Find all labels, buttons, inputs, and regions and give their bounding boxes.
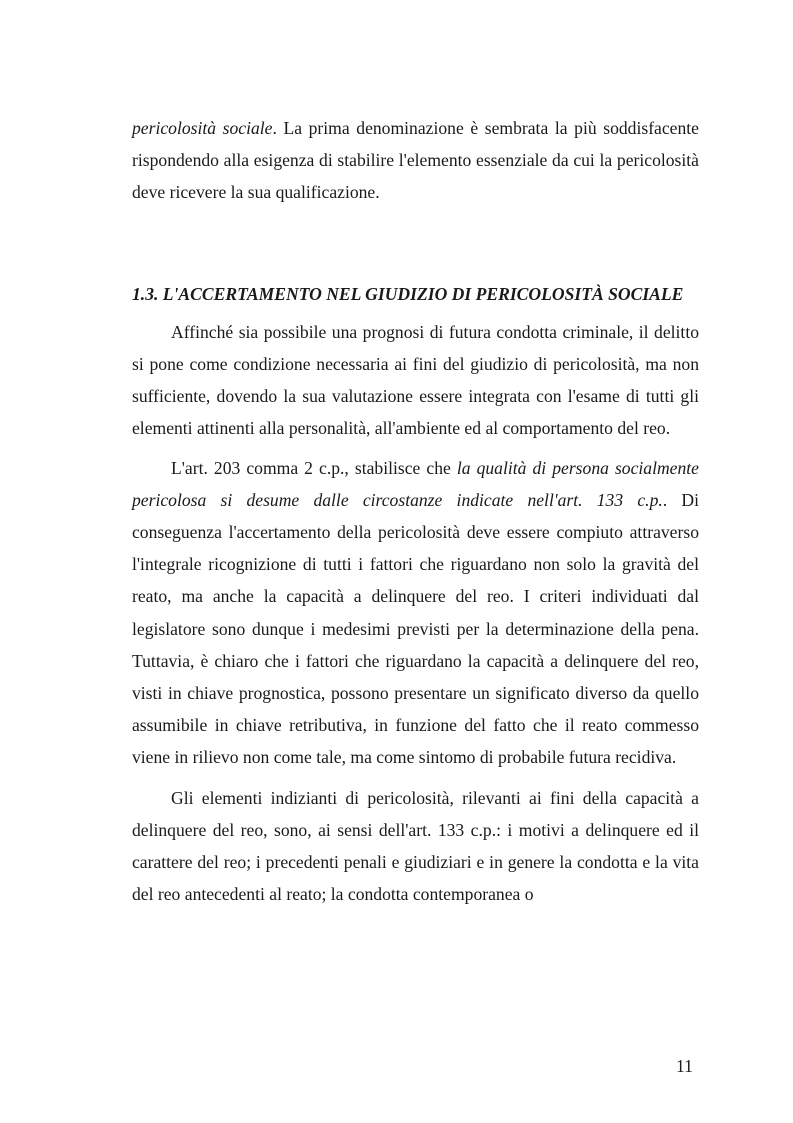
paragraph-3-start: L'art. 203 comma 2 c.p., stabilisce che bbox=[171, 457, 457, 478]
page-number: 11 bbox=[676, 1056, 693, 1076]
paragraph-1-italic: pericolosità sociale bbox=[132, 118, 273, 138]
section-heading-text: 1.3. L'ACCERTAMENTO NEL GIUDIZIO DI PERICOLOSITÀ SOCIALE bbox=[132, 283, 684, 304]
section-heading bbox=[132, 278, 699, 310]
paragraph-4: Gli elementi indizianti di pericolosità, rilevanti ai fini della capacità a delinquere del reo, sono, ai sensi dell'art. 133 c.p.: i motivi a delinquere ed il carattere del reo; i precedenti penali e giudiziari e in genere la condotta e la vita del reo antecedenti al reato; la condotta contemporanea o bbox=[132, 787, 699, 905]
paragraph-1 bbox=[132, 112, 699, 209]
page-body bbox=[132, 112, 699, 910]
paragraph-1-text: . La prima denominazione è sembrata la più soddisfacente rispondendo alla esigenza di stabilire l'elemento essenziale da cui la pericolosità deve ricevere la sua qualificazione. bbox=[132, 118, 699, 203]
paragraph-3 bbox=[132, 452, 699, 774]
paragraph-3-quote: la qualità di persona socialmente pericolosa si desume dalle circostanze indicate nell'art. 133 c.p. bbox=[132, 457, 699, 510]
paragraph-2: Affinché sia possibile una prognosi di futura condotta criminale, il delitto si pone come condizione necessaria ai fini del giudizio di pericolosità, ma non sufficiente, dovendo la sua valutazione essere integrata con l'esame di tutti gli elementi attinenti alla personalità, all'ambiente ed al comportamento del reo. bbox=[132, 321, 699, 439]
paragraph-3-text: . Di conseguenza l'accertamento della pericolosità deve essere compiuto attraverso l'integrale ricognizione di tutti i fattori che riguardano non solo la gravità del reato, ma anche la capacità a delinquere del reo. I criteri individuati dal legislatore sono dunque i medesimi previsti per la determinazione della pena. Tuttavia, è chiaro che i fattori che riguardano la capacità a delinquere del reo, visti in chiave prognostica, possono presentare un significato diverso da quello assumibile in chiave retributiva, in funzione del fatto che il reato commesso viene in rilievo non come tale, ma come sintomo di probabile futura recidiva. bbox=[132, 489, 699, 768]
